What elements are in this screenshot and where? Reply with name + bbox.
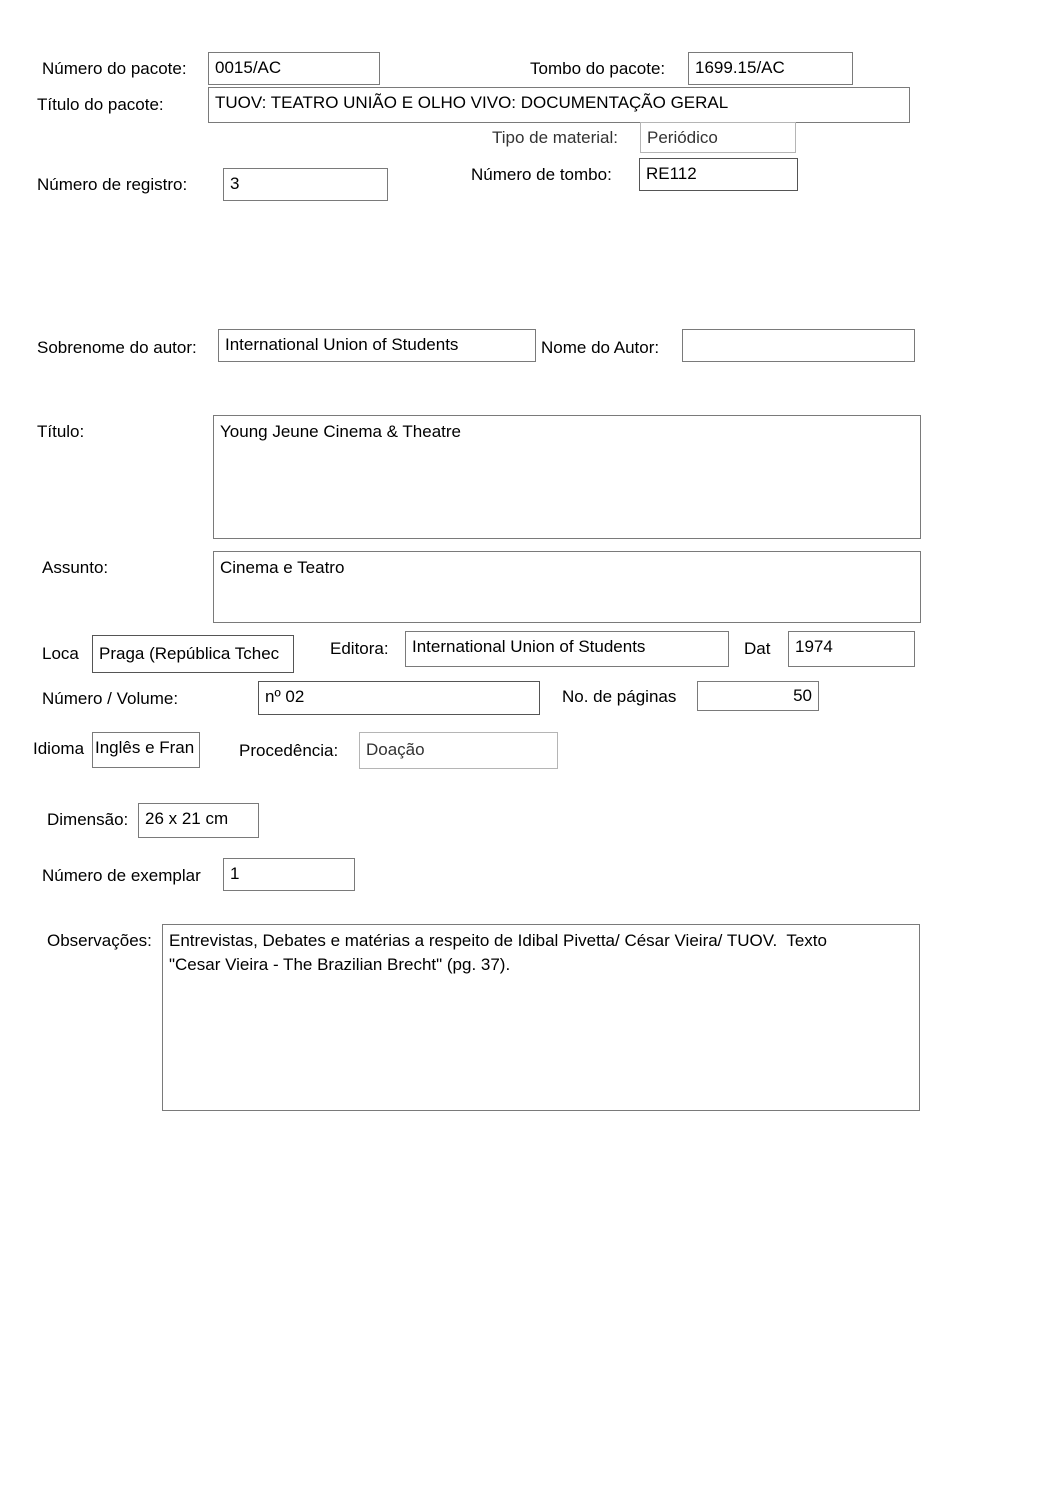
tombo-pacote-field[interactable]: 1699.15/AC	[688, 52, 853, 85]
numero-pacote-label: Número do pacote:	[42, 59, 187, 78]
numero-registro-label: Número de registro:	[37, 175, 188, 194]
editora-label: Editora:	[330, 639, 389, 658]
numero-volume-field[interactable]: nº 02	[258, 681, 540, 715]
num-paginas-label: No. de páginas	[562, 687, 677, 706]
data-field[interactable]: 1974	[788, 631, 915, 667]
assunto-label: Assunto:	[42, 558, 109, 577]
procedencia-label: Procedência:	[239, 741, 339, 760]
editora-field[interactable]: International Union of Students	[405, 631, 729, 667]
sobrenome-autor-label: Sobrenome do autor:	[37, 338, 197, 357]
observacoes-field[interactable]: Entrevistas, Debates e matérias a respeito de Idibal Pivetta/ César Vieira/ TUOV. Texto "Cesar Vieira - The Brazilian Brecht" (pg. 37).	[162, 924, 920, 1111]
titulo-pacote-label: Título do pacote:	[37, 95, 164, 114]
assunto-field[interactable]: Cinema e Teatro	[213, 551, 921, 623]
data-label: Dat	[744, 639, 771, 658]
numero-volume-label: Número / Volume:	[42, 689, 179, 708]
numero-pacote-field[interactable]: 0015/AC	[208, 52, 380, 85]
titulo-pacote-field[interactable]: TUOV: TEATRO UNIÃO E OLHO VIVO: DOCUMENTAÇÃO GERAL	[208, 87, 910, 123]
num-paginas-field[interactable]: 50	[697, 681, 819, 711]
dimensao-field[interactable]: 26 x 21 cm	[138, 803, 259, 838]
observacoes-label: Observações:	[47, 931, 152, 950]
tipo-material-label: Tipo de material:	[492, 128, 618, 147]
local-field[interactable]: Praga (República Tchec	[92, 635, 294, 673]
titulo-field[interactable]: Young Jeune Cinema & Theatre	[213, 415, 921, 539]
idioma-field[interactable]: Inglês e Fran	[92, 732, 200, 768]
sobrenome-autor-field[interactable]: International Union of Students	[218, 329, 536, 362]
titulo-label: Título:	[37, 422, 85, 441]
idioma-label: Idioma	[33, 739, 85, 758]
tipo-material-field[interactable]: Periódico	[640, 122, 796, 153]
numero-tombo-label: Número de tombo:	[471, 165, 612, 184]
dimensao-label: Dimensão:	[47, 810, 129, 829]
numero-exemplar-label: Número de exemplar	[42, 866, 201, 885]
procedencia-field[interactable]: Doação	[359, 732, 558, 769]
numero-tombo-field[interactable]: RE112	[639, 158, 798, 191]
numero-exemplar-field[interactable]: 1	[223, 858, 355, 891]
nome-autor-field[interactable]	[682, 329, 915, 362]
nome-autor-label: Nome do Autor:	[541, 338, 660, 357]
local-label: Loca	[42, 644, 79, 663]
numero-registro-field[interactable]: 3	[223, 168, 388, 201]
tombo-pacote-label: Tombo do pacote:	[530, 59, 666, 78]
